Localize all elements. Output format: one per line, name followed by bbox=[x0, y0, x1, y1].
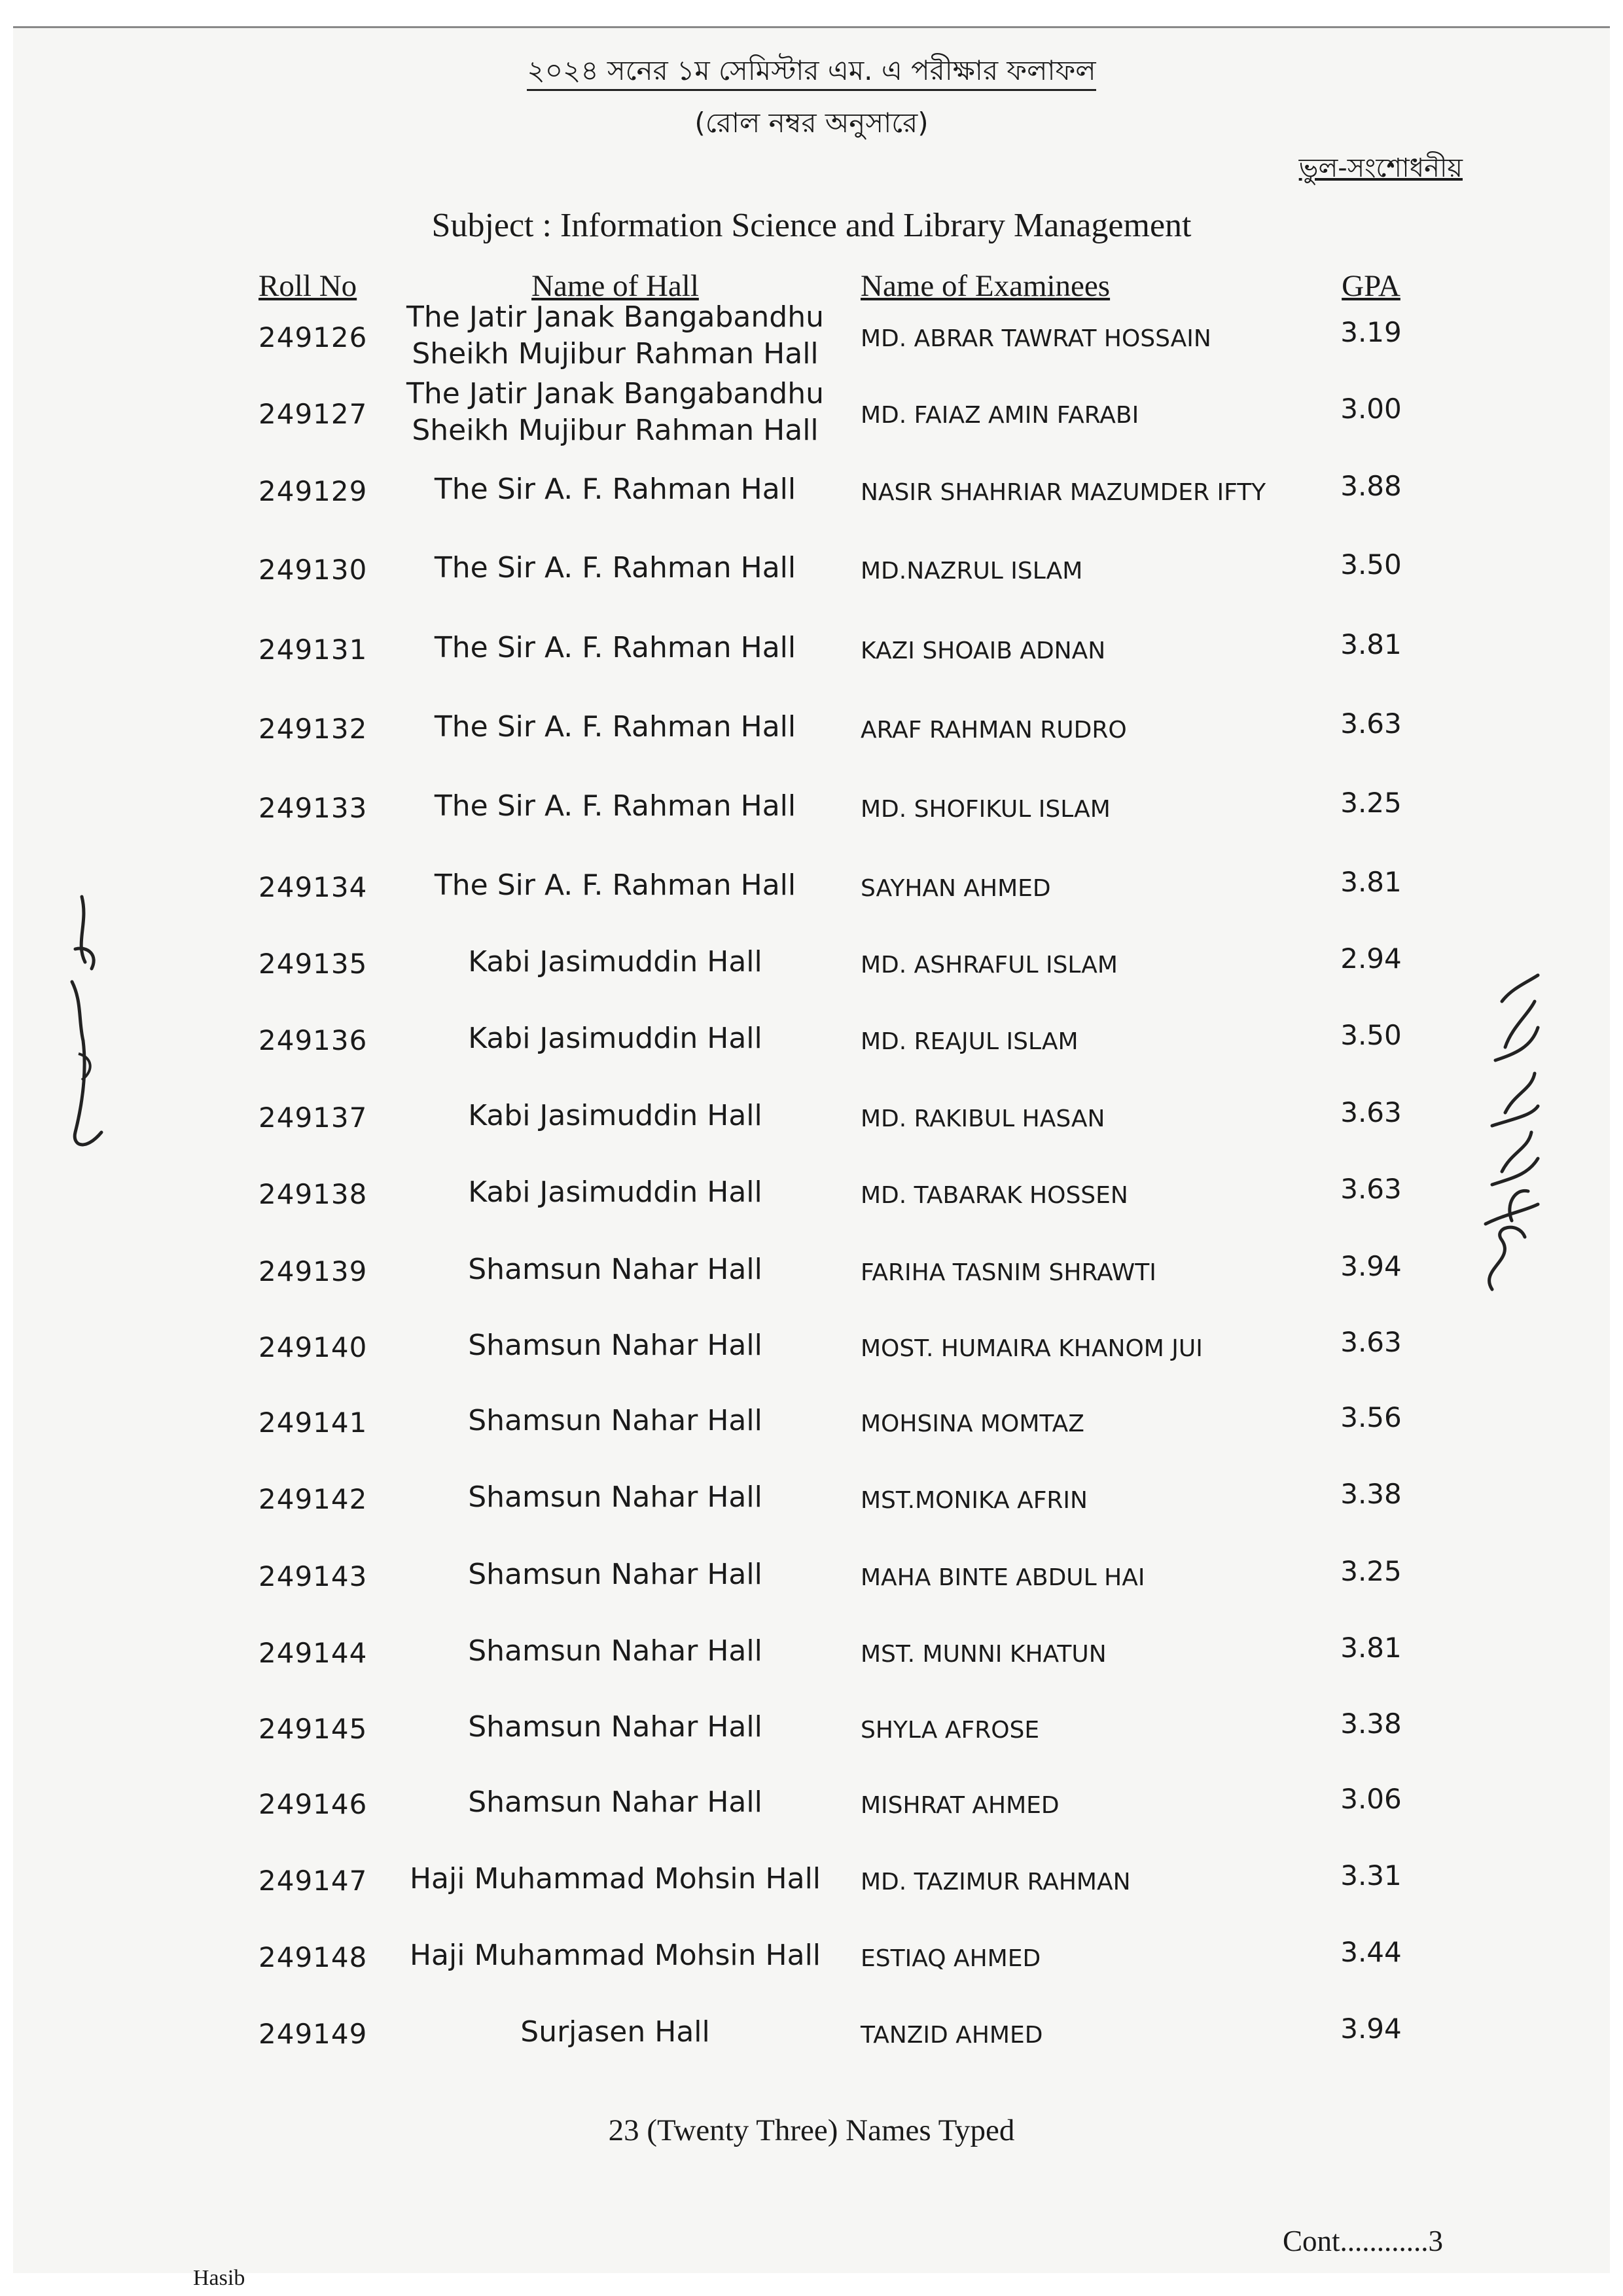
roll-cell: 249147 bbox=[259, 1865, 368, 1897]
names-typed-note: 23 (Twenty Three) Names Typed bbox=[608, 2113, 1015, 2147]
roll-cell: 249141 bbox=[259, 1407, 368, 1439]
table-row bbox=[0, 1245, 1623, 1317]
gpa-cell: 3.19 bbox=[1340, 316, 1402, 348]
table-row bbox=[0, 861, 1623, 933]
examinee-name-cell: MD.NAZRUL ISLAM bbox=[861, 558, 1083, 584]
hall-cell: The Sir A. F. Rahman Hall bbox=[434, 710, 796, 744]
gpa-cell: 3.56 bbox=[1340, 1401, 1402, 1433]
hall-cell: The Sir A. F. Rahman Hall bbox=[434, 869, 796, 902]
hall-cell: Shamsun Nahar Hall bbox=[468, 1558, 762, 1591]
column-header-gpa: GPA bbox=[1342, 269, 1400, 303]
roll-cell: 249135 bbox=[259, 948, 368, 980]
gpa-cell: 3.63 bbox=[1340, 1096, 1402, 1128]
table-row bbox=[0, 1626, 1623, 1698]
gpa-cell: 3.44 bbox=[1340, 1936, 1402, 1968]
gpa-cell: 3.81 bbox=[1340, 866, 1402, 898]
roll-cell: 249142 bbox=[259, 1483, 368, 1515]
hall-cell: Kabi Jasimuddin Hall bbox=[468, 1022, 762, 1055]
examinee-name-cell: MAHA BINTE ABDUL HAI bbox=[861, 1564, 1145, 1591]
gpa-cell: 3.00 bbox=[1340, 393, 1402, 425]
examinee-name-cell: MD. SHOFIKUL ISLAM bbox=[861, 796, 1111, 823]
roll-cell: 249127 bbox=[259, 398, 368, 430]
examinee-name-cell: MOHSINA MOMTAZ bbox=[861, 1410, 1084, 1437]
hall-cell: The Sir A. F. Rahman Hall bbox=[434, 631, 796, 664]
gpa-cell: 3.38 bbox=[1340, 1708, 1402, 1740]
typist-name: Hasib bbox=[193, 2266, 245, 2290]
left-signature bbox=[36, 884, 128, 1165]
table-row bbox=[0, 377, 1623, 459]
hall-cell: Haji Muhammad Mohsin Hall bbox=[409, 1862, 821, 1895]
gpa-cell: 3.50 bbox=[1340, 548, 1402, 581]
examinee-name-cell: MD. ABRAR TAWRAT HOSSAIN bbox=[861, 325, 1211, 352]
roll-cell: 249126 bbox=[259, 321, 368, 353]
roll-cell: 249132 bbox=[259, 713, 368, 745]
gpa-cell: 2.94 bbox=[1340, 942, 1402, 975]
gpa-cell: 3.94 bbox=[1340, 2013, 1402, 2045]
examinee-name-cell: MD. RAKIBUL HASAN bbox=[861, 1105, 1105, 1132]
hall-cell: The Sir A. F. Rahman Hall bbox=[434, 789, 796, 823]
roll-cell: 249149 bbox=[259, 2018, 368, 2050]
roll-cell: 249146 bbox=[259, 1788, 368, 1820]
gpa-cell: 3.63 bbox=[1340, 1173, 1402, 1205]
table-row bbox=[0, 1014, 1623, 1086]
examinee-name-cell: MST.MONIKA AFRIN bbox=[861, 1487, 1088, 1514]
correction-note: ভুল-সংশোধনীয় bbox=[1298, 153, 1463, 183]
gpa-cell: 3.81 bbox=[1340, 628, 1402, 660]
gpa-cell: 3.06 bbox=[1340, 1783, 1402, 1815]
table-row bbox=[0, 2007, 1623, 2079]
result-title: ২০২৪ সনের ১ম সেমিস্টার এম. এ পরীক্ষার ফলাফল bbox=[0, 49, 1623, 96]
examinee-name-cell: MISHRAT AHMED bbox=[861, 1792, 1060, 1819]
table-row bbox=[0, 1396, 1623, 1468]
examinee-name-cell: ARAF RAHMAN RUDRO bbox=[861, 717, 1127, 744]
hall-cell: Shamsun Nahar Hall bbox=[468, 1634, 762, 1668]
table-row bbox=[0, 1778, 1623, 1850]
gpa-cell: 3.25 bbox=[1340, 1555, 1402, 1587]
hall-cell: Kabi Jasimuddin Hall bbox=[468, 945, 762, 978]
hall-cell: Kabi Jasimuddin Hall bbox=[468, 1099, 762, 1132]
examinee-name-cell: MOST. HUMAIRA KHANOM JUI bbox=[861, 1335, 1203, 1362]
hall-cell: The Sir A. F. Rahman Hall bbox=[434, 473, 796, 506]
table-row bbox=[0, 1931, 1623, 2003]
hall-cell: Kabi Jasimuddin Hall bbox=[468, 1175, 762, 1209]
examinee-name-cell: MST. MUNNI KHATUN bbox=[861, 1641, 1107, 1668]
gpa-cell: 3.25 bbox=[1340, 787, 1402, 819]
result-subtitle: (রোল নম্বর অনুসারে) bbox=[694, 107, 929, 139]
roll-cell: 249130 bbox=[259, 554, 368, 586]
roll-cell: 249133 bbox=[259, 792, 368, 824]
examinee-name-cell: FARIHA TASNIM SHRAWTI bbox=[861, 1259, 1156, 1286]
roll-cell: 249137 bbox=[259, 1102, 368, 1134]
roll-cell: 249139 bbox=[259, 1255, 368, 1287]
roll-cell: 249134 bbox=[259, 871, 368, 903]
table-row bbox=[0, 1550, 1623, 1622]
hall-cell: Shamsun Nahar Hall bbox=[468, 1253, 762, 1286]
roll-cell: 249129 bbox=[259, 475, 368, 507]
roll-cell: 249145 bbox=[259, 1713, 368, 1745]
examinee-name-cell: NASIR SHAHRIAR MAZUMDER IFTY bbox=[861, 479, 1266, 506]
hall-cell: The Jatir Janak Bangabandhu Sheikh Mujibur Rahman Hall bbox=[406, 377, 824, 447]
right-signature bbox=[1466, 962, 1551, 1316]
gpa-cell: 3.94 bbox=[1340, 1250, 1402, 1282]
table-row bbox=[0, 937, 1623, 1009]
hall-cell: The Sir A. F. Rahman Hall bbox=[434, 551, 796, 584]
examinee-name-cell: MD. TAZIMUR RAHMAN bbox=[861, 1869, 1131, 1895]
examinee-name-cell: MD. FAIAZ AMIN FARABI bbox=[861, 402, 1139, 429]
hall-cell: Shamsun Nahar Hall bbox=[468, 1404, 762, 1437]
table-row bbox=[0, 623, 1623, 695]
hall-cell: The Jatir Janak Bangabandhu Sheikh Mujibur Rahman Hall bbox=[406, 300, 824, 370]
hall-cell: Surjasen Hall bbox=[520, 2015, 710, 2049]
hall-cell: Haji Muhammad Mohsin Hall bbox=[409, 1939, 821, 1972]
table-row bbox=[0, 1702, 1623, 1774]
gpa-cell: 3.63 bbox=[1340, 708, 1402, 740]
roll-cell: 249140 bbox=[259, 1331, 368, 1363]
table-row bbox=[0, 781, 1623, 853]
hall-cell: Shamsun Nahar Hall bbox=[468, 1480, 762, 1514]
hall-cell: Shamsun Nahar Hall bbox=[468, 1710, 762, 1744]
hall-cell: Shamsun Nahar Hall bbox=[468, 1785, 762, 1819]
subject-line: Subject : Information Science and Library Management bbox=[431, 207, 1192, 244]
table-row bbox=[0, 465, 1623, 537]
examinee-name-cell: MD. TABARAK HOSSEN bbox=[861, 1182, 1128, 1209]
roll-cell: 249138 bbox=[259, 1178, 368, 1210]
table-row bbox=[0, 543, 1623, 615]
table-row bbox=[0, 702, 1623, 774]
table-row bbox=[0, 1091, 1623, 1163]
column-header-roll: Roll No bbox=[259, 269, 357, 303]
gpa-cell: 3.88 bbox=[1340, 470, 1402, 502]
roll-cell: 249143 bbox=[259, 1560, 368, 1592]
column-header-name: Name of Examinees bbox=[861, 269, 1111, 303]
table-row bbox=[0, 300, 1623, 383]
hall-cell: Shamsun Nahar Hall bbox=[468, 1329, 762, 1362]
roll-cell: 249136 bbox=[259, 1024, 368, 1056]
examinee-name-cell: MD. ASHRAFUL ISLAM bbox=[861, 952, 1118, 978]
column-header-hall: Name of Hall bbox=[531, 269, 699, 303]
examinee-name-cell: TANZID AHMED bbox=[861, 2022, 1043, 2049]
table-row bbox=[0, 1854, 1623, 1926]
examinee-name-cell: SAYHAN AHMED bbox=[861, 875, 1051, 902]
table-row bbox=[0, 1321, 1623, 1393]
table-row bbox=[0, 1473, 1623, 1545]
gpa-cell: 3.50 bbox=[1340, 1019, 1402, 1051]
gpa-cell: 3.81 bbox=[1340, 1632, 1402, 1664]
table-row bbox=[0, 1168, 1623, 1240]
roll-cell: 249148 bbox=[259, 1941, 368, 1973]
gpa-cell: 3.38 bbox=[1340, 1478, 1402, 1510]
gpa-cell: 3.63 bbox=[1340, 1326, 1402, 1358]
examinee-name-cell: SHYLA AFROSE bbox=[861, 1717, 1040, 1744]
examinee-name-cell: MD. REAJUL ISLAM bbox=[861, 1028, 1079, 1055]
examinee-name-cell: KAZI SHOAIB ADNAN bbox=[861, 637, 1106, 664]
roll-cell: 249144 bbox=[259, 1637, 368, 1669]
roll-cell: 249131 bbox=[259, 634, 368, 666]
continued-note: Cont............3 bbox=[1283, 2225, 1444, 2257]
examinee-name-cell: ESTIAQ AHMED bbox=[861, 1945, 1041, 1972]
gpa-cell: 3.31 bbox=[1340, 1859, 1402, 1892]
